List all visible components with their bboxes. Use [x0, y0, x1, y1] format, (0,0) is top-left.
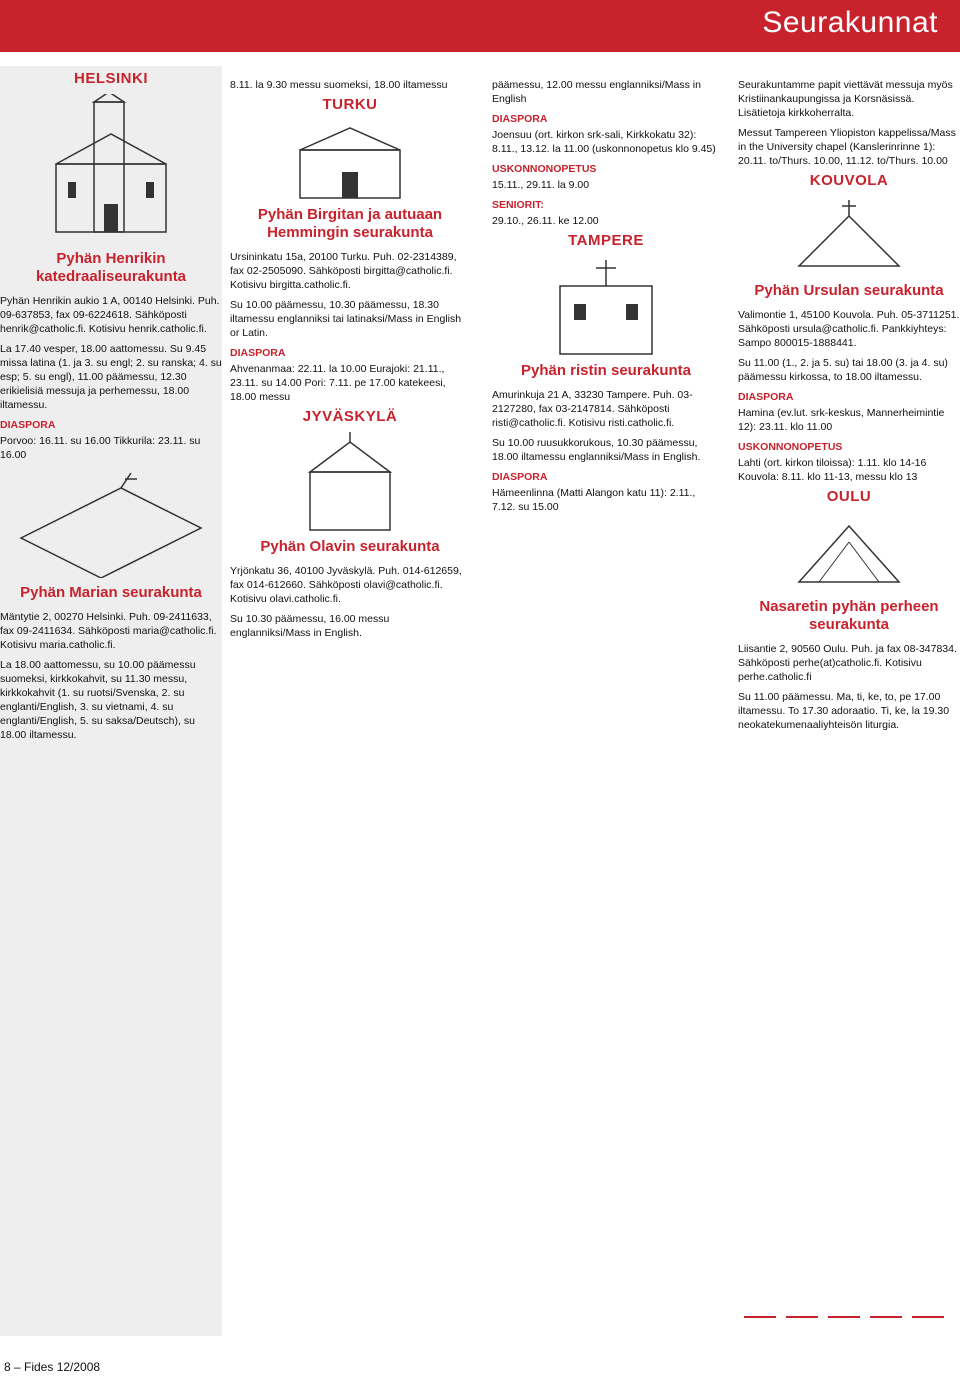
- parish-schedule-risti: Su 10.00 ruusukkorukous, 10.30 päämessu, 18.00 iltamessu englanniksi/Mass in English.: [492, 437, 701, 463]
- church-illustration-perhe: [789, 512, 909, 592]
- uskonnonopetus-label-kouvola: USKONNONOPETUS: [738, 441, 843, 453]
- parish-address-henrik: Pyhän Henrikin aukio 1 A, 00140 Helsinki. Puh. 09-637853, fax 09-6224618. Sähköposti henrik@catholic.fi. Kotisivu henrik.catholic.fi.: [0, 295, 220, 335]
- end-dash: [870, 1316, 902, 1318]
- parish-address-maria: Mäntytie 2, 00270 Helsinki. Puh. 09-2411633, fax 09-2411634. Sähköposti maria@catholic.fi. Kotisivu maria.catholic.fi.: [0, 611, 217, 651]
- diaspora-label-tampere: DIASPORA: [492, 471, 548, 483]
- parish-name-perhe: Nasaretin pyhän perheen seurakunta: [759, 598, 939, 633]
- end-dash: [912, 1316, 944, 1318]
- diaspora-kuopio: Joensuu (ort. kirkon srk-sali, Kirkkokatu 32): 8.11., 13.12. la 11.00 (uskonnonopetus klo 9.45): [492, 129, 716, 155]
- seniorit-label: SENIORIT:: [492, 199, 544, 211]
- diaspora-kouvola: Hamina (ev.lut. srk-keskus, Mannerheimintie 12): 23.11. klo 11.00: [738, 407, 945, 433]
- church-illustration-maria: [11, 468, 211, 578]
- parish-name-henrik: Pyhän Henrikin katedraaliseurakunta: [35, 250, 187, 285]
- parish-schedule-olavi: Su 10.30 päämessu, 16.00 messu englanniksi/Mass in English.: [230, 613, 390, 639]
- parish-name-ursula: Pyhän Ursulan seurakunta: [754, 282, 944, 299]
- diaspora-label-turku: DIASPORA: [230, 347, 286, 359]
- parish-schedule-perhe: Su 11.00 päämessu. Ma, ti, ke, to, pe 17.00 iltamessu. To 17.30 adoraatio. Ti, ke, la 19.30 neokatekumenaaliyhteisön liturgia.: [738, 691, 950, 731]
- city-heading-jyvaskyla: JYVÄSKYLÄ: [302, 408, 398, 425]
- parish-address-perhe: Liisantie 2, 90560 Oulu. Puh. ja fax 08-347834. Sähköposti perhe(at)catholic.fi. Kotisivu perhe.catholic.fi: [738, 643, 957, 683]
- end-dash: [828, 1316, 860, 1318]
- university-chapel-note: Messut Tampereen Yliopiston kappelissa/Mass in the University chapel (Kanslerinrinne 1): 20.11. to/Thurs. 10.00, 11.12. to/Thurs. 10.00: [738, 127, 956, 167]
- parish-name-birgitta: Pyhän Birgitan ja autuaan Hemmingin seurakunta: [257, 206, 443, 241]
- end-dash: [744, 1316, 776, 1318]
- seniorit: 29.10., 26.11. ke 12.00: [492, 215, 599, 227]
- diaspora-label-kouvola: DIASPORA: [738, 391, 794, 403]
- end-dashes: [744, 1316, 944, 1322]
- city-heading-helsinki: HELSINKI: [73, 70, 148, 87]
- column-1: [0, 66, 222, 748]
- column-2: [230, 78, 470, 646]
- parish-name-maria: Pyhän Marian seurakunta: [20, 584, 202, 601]
- parish-address-birgitta: Ursininkatu 15a, 20100 Turku. Puh. 02-2314389, fax 02-2505090. Sähköposti birgitta@catholic.fi. Kotisivu birgitta.catholic.fi.: [230, 251, 457, 291]
- parish-address-ursula: Valimontie 1, 45100 Kouvola. Puh. 05-3711251. Sähköposti ursula@catholic.fi. Pankkiyhteys: Sampo 800015-1888441.: [738, 309, 960, 349]
- parish-schedule-henrik: La 17.40 vesper, 18.00 aattomessu. Su 9.45 missa latina (1. ja 3. su engl; 2. su ranska; 4. su esp; 5. su engl), 11.00 päämessu, 12.30 erikielisiä messuja ja perhemessu, 18.00 iltamessu.: [0, 343, 222, 411]
- diaspora-turku: Ahvenanmaa: 22.11. la 10.00 Eurajoki: 21.11., 23.11. su 14.00 Pori: 7.11. pe 17.00 katekeesi, 18.00 messu: [230, 363, 446, 403]
- page-title: Seurakunnat: [762, 6, 938, 39]
- parish-schedule-birgitta: Su 10.00 päämessu, 10.30 päämessu, 18.30 iltamessu englanniksi tai latinaksi/Mass in English or Latin.: [230, 299, 462, 339]
- parish-address-risti: Amurinkuja 21 A, 33230 Tampere. Puh. 03-2127280, fax 03-2147814. Sähköposti risti@catholic.fi. Kotisivu risti.catholic.fi.: [492, 389, 693, 429]
- church-illustration-olavi: [290, 432, 410, 532]
- diaspora-label-helsinki: DIASPORA: [0, 419, 56, 431]
- parish-name-olavi: Pyhän Olavin seurakunta: [260, 538, 440, 555]
- page-footer: 8 – Fides 12/2008: [4, 1360, 101, 1374]
- city-heading-turku: TURKU: [322, 96, 378, 113]
- parish-name-risti: Pyhän ristin seurakunta: [520, 362, 692, 379]
- city-heading-kouvola: KOUVOLA: [809, 172, 889, 189]
- church-illustration-risti: [546, 256, 666, 356]
- schedule-top-col2: 8.11. la 9.30 messu suomeksi, 18.00 iltamessu: [230, 79, 448, 91]
- diaspora-tampere: Hämeenlinna (Matti Alangon katu 11): 2.11., 7.12. su 15.00: [492, 487, 696, 513]
- church-illustration-ursula: [789, 196, 909, 276]
- city-heading-oulu: OULU: [826, 488, 872, 505]
- uskonnonopetus-label-kuopio: USKONNONOPETUS: [492, 163, 597, 175]
- city-heading-tampere: TAMPERE: [568, 232, 644, 249]
- parish-address-olavi: Yrjönkatu 36, 40100 Jyväskylä. Puh. 014-612659, fax 014-612660. Sähköposti olavi@catholic.fi. Kotisivu olavi.catholic.fi.: [230, 565, 462, 605]
- intro-note: Seurakuntamme papit viettävät messuja myös Kristiinankaupungissa ja Korsnäsissä. Lisätietoja kirkkoherralta.: [738, 79, 953, 119]
- header-banner: [0, 0, 960, 52]
- parish-schedule-maria: La 18.00 aattomessu, su 10.00 päämessu suomeksi, kirkkokahvit, su 11.30 messu, kirkkokahvit (1. su ruotsi/Svenska, 2. su englanti/English, 3. su vietnami, 4. su englanti/English, 5. su saksa/Deutsch), su 18.00 iltamessu.: [0, 659, 196, 741]
- cathedral-illustration: [36, 94, 186, 244]
- diaspora-label-kuopio: DIASPORA: [492, 113, 548, 125]
- uskonnonopetus-kouvola: Lahti (ort. kirkon tiloissa): 1.11. klo 14-16 Kouvola: 8.11. klo 11-13, messu klo 13: [738, 457, 927, 483]
- uskonnonopetus-kuopio: 15.11., 29.11. la 9.00: [492, 179, 590, 191]
- column-3: [492, 78, 720, 520]
- column-4: [738, 78, 960, 738]
- church-illustration-birgitta: [290, 120, 410, 200]
- end-dash: [786, 1316, 818, 1318]
- schedule-top-col3: päämessu, 12.00 messu englanniksi/Mass in English: [492, 79, 701, 105]
- diaspora-helsinki: Porvoo: 16.11. su 16.00 Tikkurila: 23.11. su 16.00: [0, 435, 201, 461]
- parish-schedule-ursula: Su 11.00 (1., 2. ja 5. su) tai 18.00 (3. ja 4. su) päämessu kirkossa, to 18.00 iltamessu.: [738, 357, 948, 383]
